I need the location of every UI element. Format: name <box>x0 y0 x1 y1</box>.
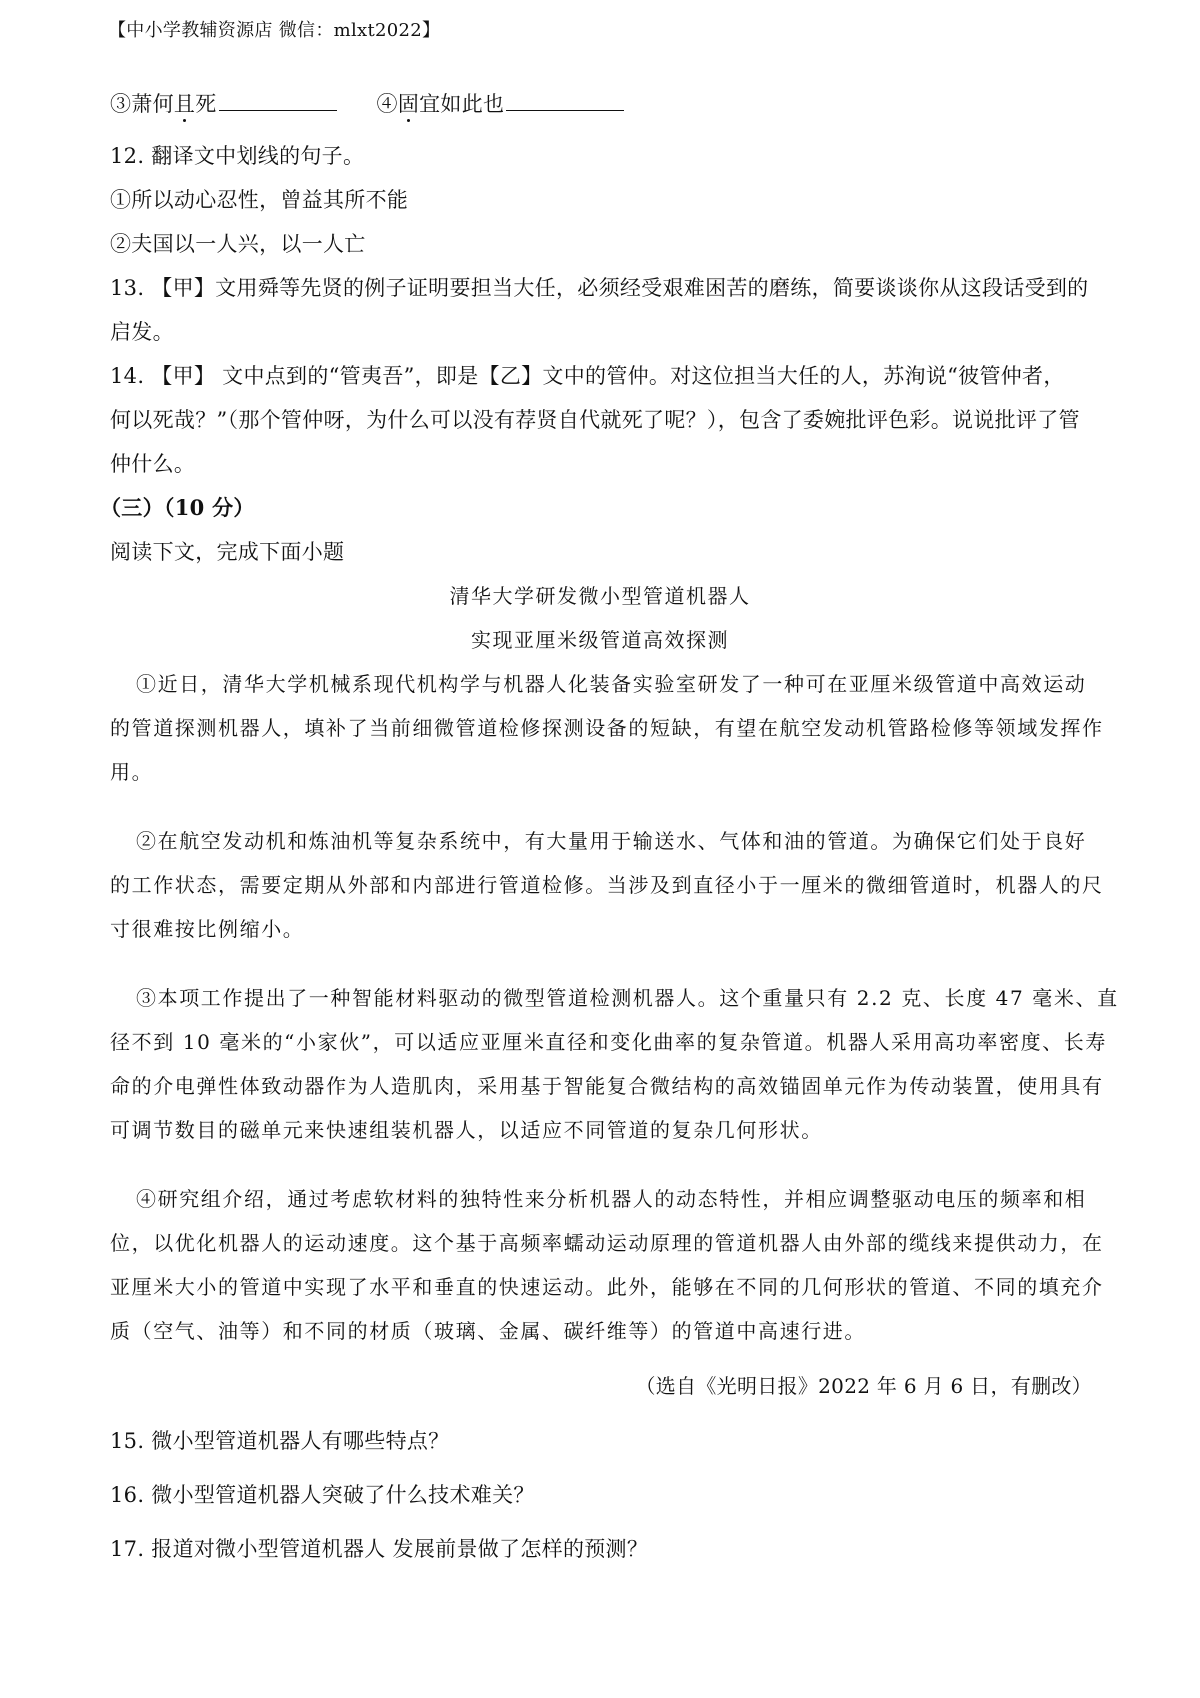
question-14-line-1: 14. 【甲】 文中点到的“管夷吾”，即是【乙】文中的管仲。对这位担当大任的人，苏洵说“彼管仲者， <box>110 364 1065 388</box>
article-paragraph-3-line: 径不到 10 毫米的“小家伙”，可以适应亚厘米直径和变化曲率的复杂管道。机器人采用高功率密度、长寿 <box>110 1030 1108 1054</box>
article-paragraph-2-line: 寸很难按比例缩小。 <box>110 917 305 941</box>
question-14-line-2: 何以死哉？”（那个管仲呀，为什么可以没有荐贤自代就死了呢？），包含了委婉批评色彩。说说批评了管 <box>110 408 1080 432</box>
question-16: 16. 微小型管道机器人突破了什么技术难关？ <box>110 1483 535 1507</box>
article-paragraph-3-line: 命的介电弹性体致动器作为人造肌肉，采用基于智能复合微结构的高效锚固单元作为传动装置，使用具有 <box>110 1074 1104 1098</box>
article-paragraph-1-line: 的管道探测机器人，填补了当前细微管道检修探测设备的短缺，有望在航空发动机管路检修等领域发挥作 <box>110 716 1104 740</box>
article-paragraph-2-line: ②在航空发动机和炼油机等复杂系统中，有大量用于输送水、气体和油的管道。为确保它们处于良好 <box>136 829 1087 853</box>
article-subtitle: 实现亚厘米级管道高效探测 <box>471 628 729 652</box>
article-paragraph-4-line: 质（空气、油等）和不同的材质（玻璃、金属、碳纤维等）的管道中高速行进。 <box>110 1319 866 1343</box>
page-header: 【中小学教辅资源店 微信：mlxt2022】 <box>108 20 441 41</box>
question-13-line-1: 13. 【甲】文用舜等先贤的例子证明要担当大任，必须经受艰难困苦的磨练，简要谈谈你从这段话受到的 <box>110 276 1089 300</box>
item4-suffix: 宜如此也 <box>419 92 505 116</box>
article-paragraph-3-line: 可调节数目的磁单元来快速组装机器人，以适应不同管道的复杂几何形状。 <box>110 1118 823 1142</box>
question-12-sentence-1: ①所以动心忍性，曾益其所不能 <box>110 188 409 212</box>
article-paragraph-3-line: ③本项工作提出了一种智能材料驱动的微型管道检测机器人。这个重量只有 2.2 克、长度 47 毫米、直 <box>136 986 1119 1010</box>
question-12-sentence-2: ②夫国以一人兴，以一人亡 <box>110 232 366 256</box>
question-12: 12. 翻译文中划线的句子。 <box>110 144 365 168</box>
item4-prefix: ④ <box>376 92 398 116</box>
article-paragraph-4-line: 位，以优化机器人的运动速度。这个基于高频率蠕动运动原理的管道机器人由外部的缆线来提供动力，在 <box>110 1231 1104 1255</box>
question-15: 15. 微小型管道机器人有哪些特点？ <box>110 1429 450 1453</box>
article-source: （选自《光明日报》2022 年 6 月 6 日，有删改） <box>635 1374 1092 1398</box>
article-paragraph-1-line: 用。 <box>110 760 154 784</box>
article-paragraph-4-line: ④研究组介绍，通过考虑软材料的独特性来分析机器人的动态特性，并相应调整驱动电压的频率和相 <box>136 1187 1087 1211</box>
answer-blank-4 <box>506 90 624 111</box>
item4-dotted-char: 固 <box>397 92 420 116</box>
item3-dotted-char: 且 <box>173 92 196 116</box>
section-3-instruction: 阅读下文，完成下面小题 <box>110 540 345 564</box>
question-17: 17. 报道对微小型管道机器人 发展前景做了怎样的预测？ <box>110 1537 649 1561</box>
article-paragraph-1-line: ①近日，清华大学机械系现代机构学与机器人化装备实验室研发了一种可在亚厘米级管道中高效运动 <box>136 672 1087 696</box>
question-14-line-3: 仲什么。 <box>110 452 196 476</box>
article-paragraph-2-line: 的工作状态，需要定期从外部和内部进行管道检修。当涉及到直径小于一厘米的微细管道时，机器人的尺 <box>110 873 1104 897</box>
item3-prefix: ③萧何 <box>110 92 174 116</box>
answer-blank-3 <box>219 90 337 111</box>
question-13-line-2: 启发。 <box>110 320 174 344</box>
article-paragraph-4-line: 亚厘米大小的管道中实现了水平和垂直的快速运动。此外，能够在不同的几何形状的管道、不同的填充介 <box>110 1275 1104 1299</box>
item3-suffix: 死 <box>195 92 217 116</box>
section-3-title: （三）（10 分） <box>100 495 255 520</box>
article-title: 清华大学研发微小型管道机器人 <box>449 584 751 608</box>
question-11-items <box>110 88 624 118</box>
